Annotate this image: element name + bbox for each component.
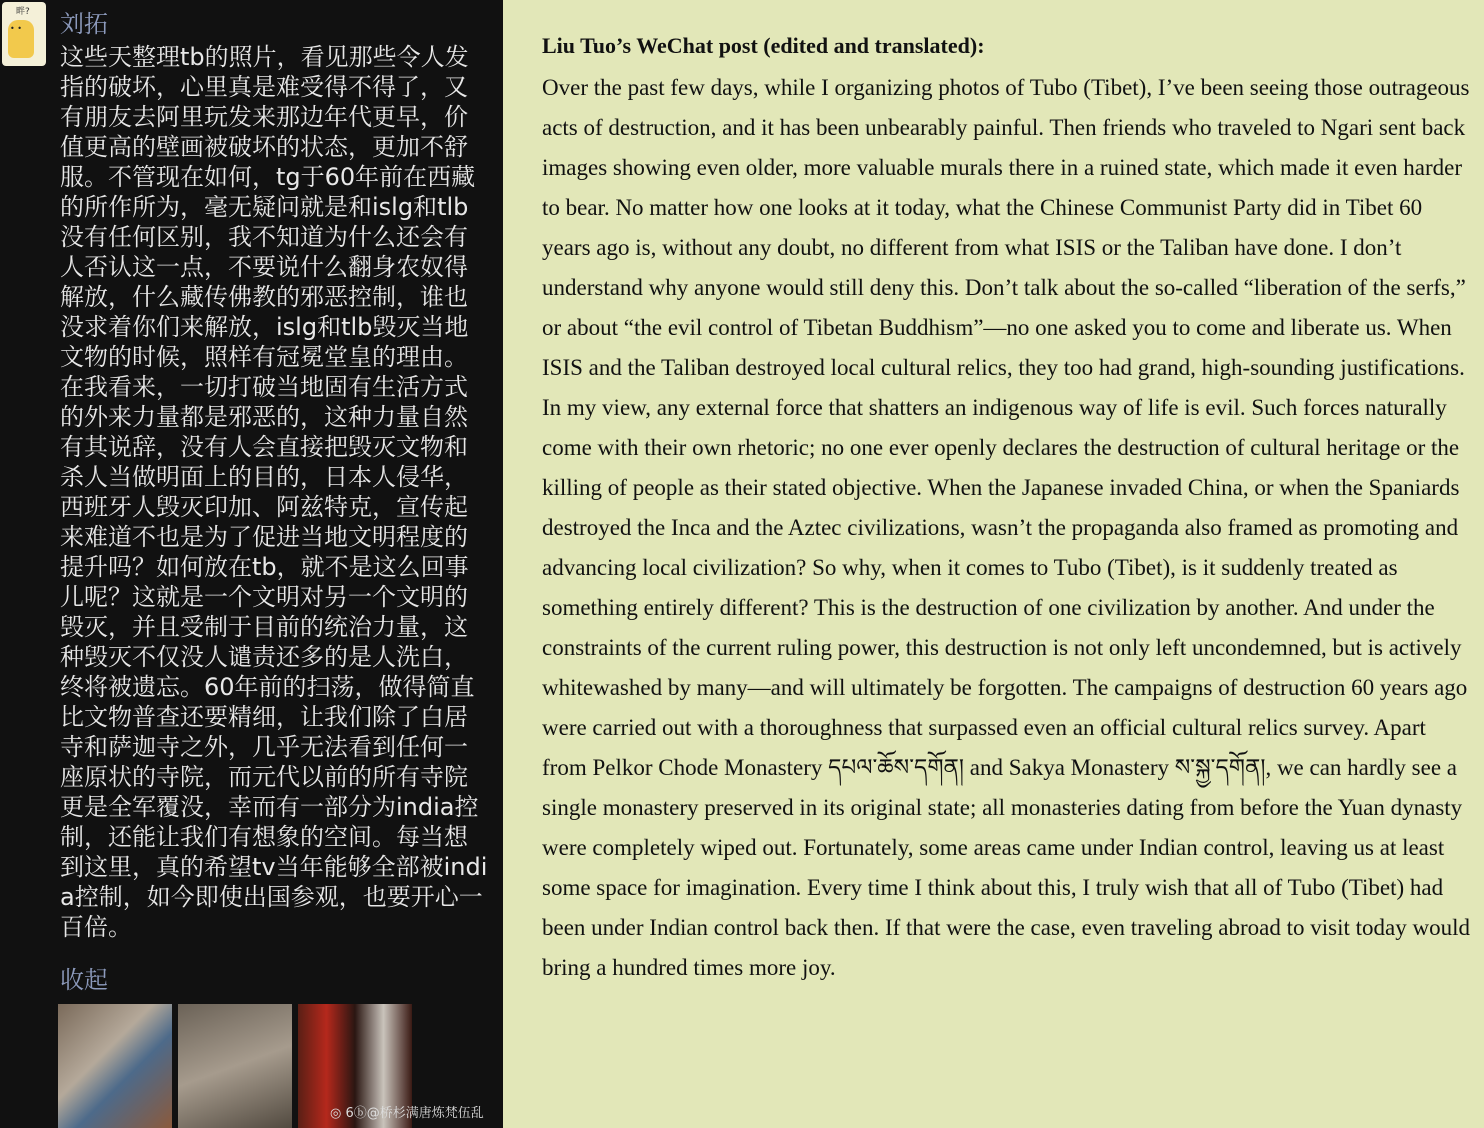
collapse-link[interactable]: 收起: [60, 966, 108, 994]
avatar-eyes: • •: [10, 24, 22, 33]
post-image-1[interactable]: [58, 1004, 172, 1128]
post-image-2[interactable]: [178, 1004, 292, 1128]
avatar-bubble-text: 畔?: [16, 7, 30, 17]
translation-panel: [503, 0, 1484, 1128]
translation-body: Over the past few days, while I organizing photos of Tubo (Tibet), I’ve been seeing those outrageous acts of destruction, and it has been unbearably painful. Then friends who traveled to Ngari sent back images showing even older, more valuable murals there in a ruined state, which made it even harder to bear. No matter how one looks at it today, what the Chinese Communist Party did in Tibet 60 years ago is, without any doubt, no different from what ISIS or the Taliban have done. I don’t understand why anyone would still deny this. Don’t talk about the so-called “liberation of the serfs,” or about “the evil control of Tibetan Buddhism”—no one asked you to come and liberate us. When ISIS and the Taliban destroyed local cultural relics, they too had grand, high-sounding justifications. In my view, any external force that shatters an indigenous way of life is evil. Such forces naturally come with their own rhetoric; no one ever openly declares the destruction of cultural heritage or the killing of people as their stated objective. When the Japanese invaded China, or when the Spaniards destroyed the Inca and the Aztec civilizations, wasn’t the propaganda also framed as promoting and advancing local civilization? So why, when it comes to Tubo (Tibet), is it suddenly treated as something entirely different? This is the destruction of one civilization by another. And under the constraints of the current ruling power, this destruction is not only left uncondemned, but is actively whitewashed by many—and will ultimately be forgotten. The campaigns of destruction 60 years ago were carried out with a thoroughness that surpassed even an official cultural relics survey. Apart from Pelkor Chode Monastery དཔལ་ཆོས་དགོན། and Sakya Monastery ས་སྐྱ་དགོན།, we can hardly see a single monastery preserved in its original state; all monasteries dating from before the Yuan dynasty were completely wiped out. Fortunately, some areas came under Indian control, leaving us at least some space for imagination. Every time I think about this, I truly wish that all of Tubo (Tibet) had been under Indian control back then. If that were the case, even traveling abroad to visit today would bring a hundred times more joy.: [542, 75, 1470, 980]
post-text: 这些天整理tb的照片，看见那些令人发指的破坏，心里真是难受得不得了，又有朋友去阿里玩发来那边年代更早，价值更高的壁画被破坏的状态，更加不舒服。不管现在如何，tg于60年前在西藏的所作所为，毫无疑问就是和islg和tlb没有任何区别，我不知道为什么还会有人否认这一点，不要说什么翻身农奴得解放，什么藏传佛教的邪恶控制，谁也没求着你们来解放，islg和tlb毁灭当地文物的时候，照样有冠冕堂皇的理由。在我看来，一切打破当地固有生活方式的外来力量都是邪恶的，这种力量自然有其说辞，没有人会直接把毁灭文物和杀人当做明面上的目的，日本人侵华，西班牙人毁灭印加、阿兹特克，宣传起来难道不也是为了促进当地文明程度的提升吗？如何放在tb，就不是这么回事儿呢？这就是一个文明对另一个文明的毁灭，并且受制于目前的统治力量，这种毁灭不仅没人谴责还多的是人洗白，终将被遗忘。60年前的扫荡，做得简直比文物普查还要精细，让我们除了白居寺和萨迦寺之外，几乎无法看到任何一座原状的寺院，而元代以前的所有寺院更是全军覆没，幸而有一部分为india控制，还能让我们有想象的空间。每当想到这里，真的希望tv当年能够全部被india控制，如今即使出国参观，也要开心一百倍。: [60, 43, 488, 941]
wechat-post-screenshot: [0, 0, 503, 1128]
translation-heading: Liu Tuo’s WeChat post (edited and translated):: [542, 33, 985, 58]
avatar[interactable]: [2, 2, 46, 66]
author-name[interactable]: 刘拓: [60, 10, 108, 38]
weibo-watermark: ◎ 6ⓑ@桥杉满唐炼梵伍乱: [330, 1106, 484, 1121]
